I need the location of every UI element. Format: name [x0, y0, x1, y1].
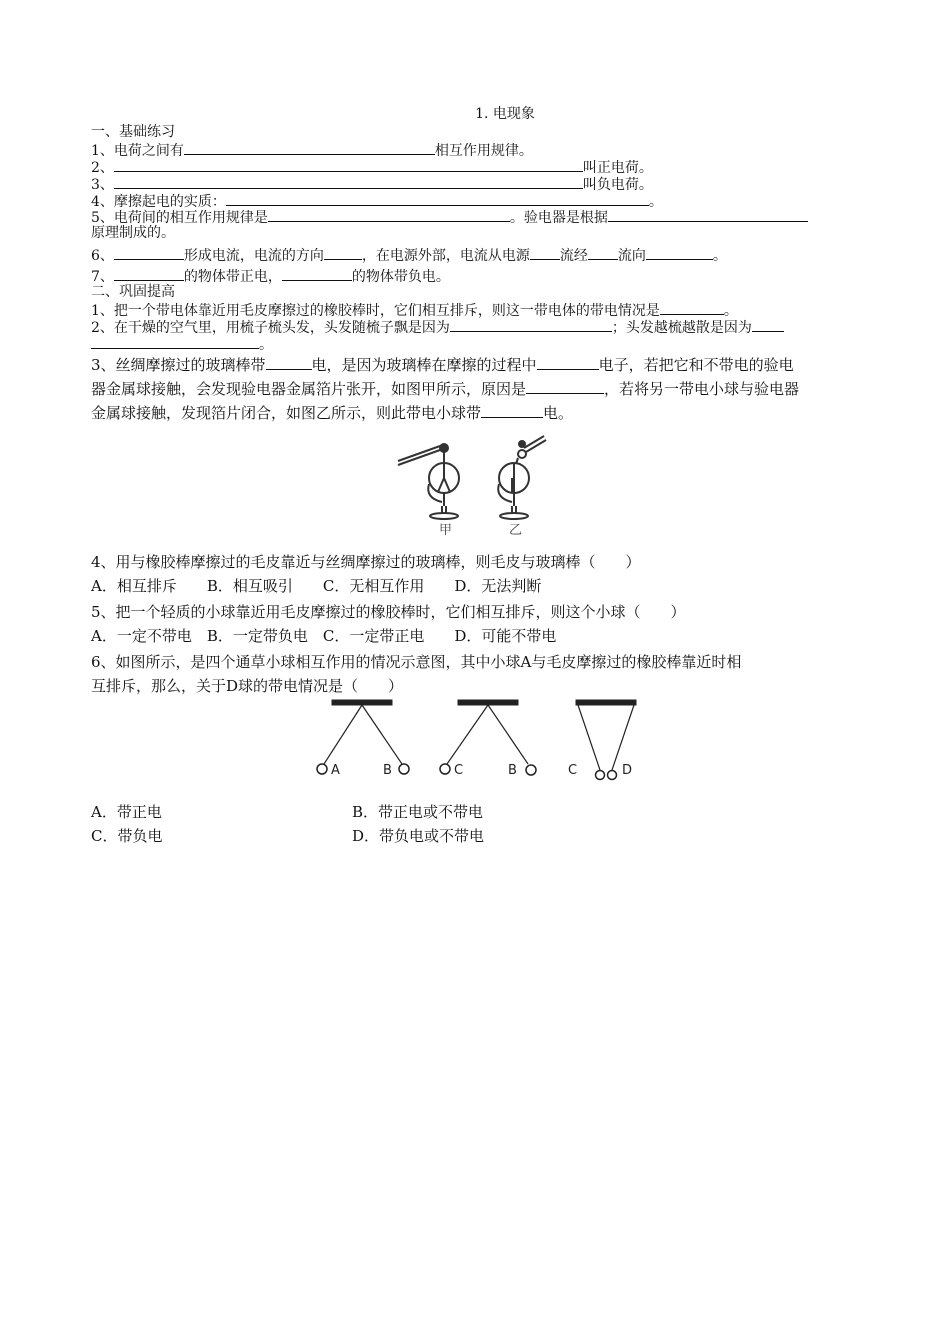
ball-b-2	[526, 765, 536, 775]
ball-label-b: B	[508, 763, 517, 778]
option-d: D．带负电或不带电	[352, 827, 485, 845]
question-3: 3、 叫负电荷。	[91, 177, 653, 193]
question-6: 6、 形成电流，电流的方向 ，在电源外部，电流从电源 流经 流向 。	[91, 248, 727, 264]
ball-label-d: D	[622, 763, 633, 778]
question-7: 7、 的物体带正电， 的物体带负电。	[91, 269, 450, 285]
electroscope-yi	[498, 436, 546, 519]
problem-4: 4、用与橡胶棒摩擦过的毛皮靠近与丝绸摩擦过的玻璃棒，则毛皮与玻璃棒（ ）	[91, 553, 641, 571]
problem-5: 5、把一个轻质的小球靠近用毛皮摩擦过的橡胶棒时，它们相互排斥，则这个小球（ ）	[91, 603, 686, 621]
problem-2-cont: 。	[91, 335, 273, 354]
ball-label-b: B	[383, 763, 392, 778]
option-c: C．带负电	[91, 827, 163, 845]
support-bar	[576, 700, 636, 705]
ball-label-a: A	[331, 763, 340, 778]
problem-3-line-1: 3、丝绸摩擦过的玻璃棒带 电，是因为玻璃棒在摩擦的过程中 电子，若把它和不带电的验电	[91, 356, 794, 374]
problem-6-line-1: 6、如图所示，是四个通草小球相互作用的情况示意图，其中小球A与毛皮摩擦过的橡胶棒靠近时相	[91, 653, 742, 671]
problem-5-options: A．一定不带电 B．一定带负电 C．一定带正电 D．可能不带电	[91, 627, 557, 645]
ball-b-1	[399, 764, 409, 774]
ball-c-1	[440, 764, 450, 774]
problem-1: 1、把一个带电体靠近用毛皮摩擦过的橡胶棒时，它们相互排斥，则这一带电体的带电情况是 。	[91, 303, 738, 319]
ball-c-2	[596, 771, 605, 780]
section-heading-advanced: 二、巩固提高	[91, 284, 175, 300]
question-5: 5、电荷间的相互作用规律是 。验电器是根据	[91, 208, 808, 227]
electroscope-jia	[398, 444, 459, 519]
ball-d	[608, 771, 617, 780]
option-a: A．带正电	[91, 803, 162, 821]
figure-label-jia: 甲	[439, 523, 453, 536]
question-1: 1、电荷之间有 相互作用规律。	[91, 143, 533, 159]
ball-a	[317, 764, 327, 774]
question-2: 2、 叫正电荷。	[91, 160, 653, 176]
electroscope-figure	[392, 434, 572, 536]
pith-balls-figure	[310, 696, 650, 786]
section-heading-basic: 一、基础练习	[91, 124, 175, 140]
problem-3-line-2: 器金属球接触，会发现验电器金属箔片张开，如图甲所示，原因是 ，若将另一带电小球与验电器	[91, 380, 800, 398]
ball-label-c: C	[454, 763, 464, 778]
problem-6-line-2: 互排斥，那么，关于D球的带电情况是（ ）	[91, 677, 404, 695]
figure-label-yi: 乙	[509, 523, 523, 536]
page-title: 1. 电现象	[475, 106, 535, 122]
problem-3-line-3: 金属球接触，发现箔片闭合，如图乙所示，则此带电小球带 电。	[91, 404, 574, 422]
ball-label-c: C	[568, 763, 578, 778]
question-4: 4、摩擦起电的实质： 。	[91, 194, 663, 210]
support-bar	[458, 700, 518, 705]
problem-4-options: A．相互排斥 B．相互吸引 C．无相互作用 D．无法判断	[91, 577, 542, 595]
problem-2: 2、在干燥的空气里，用梳子梳头发，头发随梳子飘是因为 ；头发越梳越散是因为	[91, 318, 784, 337]
support-bar	[332, 700, 392, 705]
option-b: B．带正电或不带电	[352, 803, 484, 821]
question-5-cont: 原理制成的。	[91, 225, 175, 241]
